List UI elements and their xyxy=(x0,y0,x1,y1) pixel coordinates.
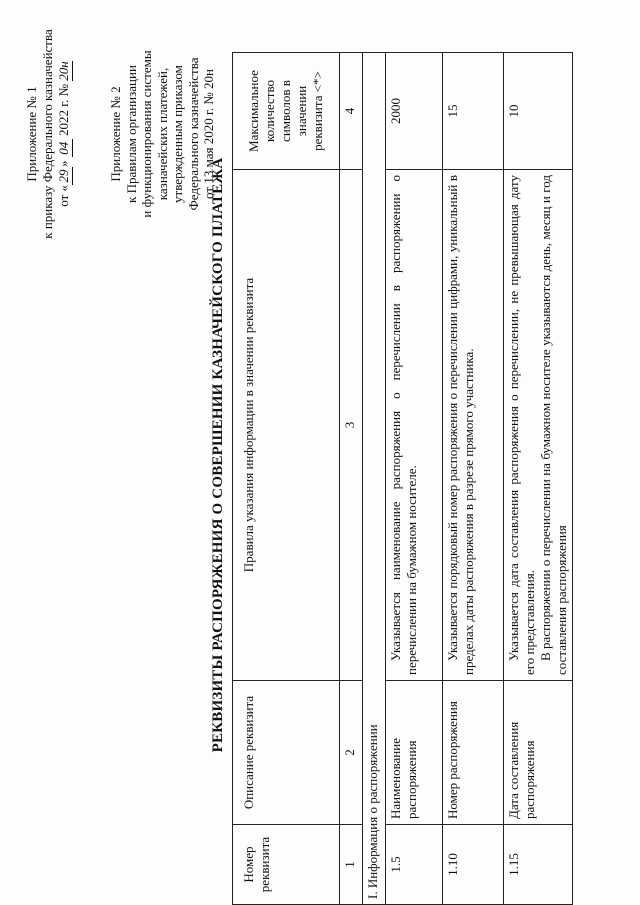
appendix-1-date-line xyxy=(56,4,73,264)
appendix-2-line: Приложение № 2 xyxy=(108,86,123,182)
header-col-max-chars: Максимальное количество символов в значении реквизита <*> xyxy=(233,53,340,170)
appendix-2-line: к Правилам организации xyxy=(123,65,139,203)
date-prefix: от « xyxy=(56,184,71,207)
requisite-rule xyxy=(386,170,443,681)
requisite-number: 1.15 xyxy=(504,825,573,905)
requisite-max-chars: 15 xyxy=(443,53,504,170)
section-heading: I. Информация о распоряжении xyxy=(363,53,386,905)
requisite-description: Дата составления распоряжения xyxy=(504,681,573,825)
column-number-row xyxy=(340,53,363,905)
handwritten-month: 04 xyxy=(56,139,73,157)
table-row xyxy=(443,53,504,905)
rule-paragraph: В распоряжении о перечислении на бумажном носителе указываются день, месяц и год составления распоряжения xyxy=(538,175,569,675)
appendix-2-line: утвержденным приказом xyxy=(170,65,185,203)
date-mid-2: 2022 г. № xyxy=(56,80,71,140)
table-header-row xyxy=(233,53,340,905)
appendix-2-line: и функционирования системы xyxy=(139,50,154,218)
appendix-1-title: Приложение № 1 xyxy=(24,86,39,182)
rule-paragraph: Указывается порядковый номер распоряжения о перечислении цифрами, уникальный в пределах даты распоряжения в разрезе прямого участника. xyxy=(445,175,476,675)
document-title: РЕКВИЗИТЫ РАСПОРЯЖЕНИЯ О СОВЕРШЕНИИ КАЗНАЧЕЙСКОГО ПЛАТЕЖА xyxy=(210,157,226,753)
rule-paragraph: Указывается наименование распоряжения о перечислении в распоряжении о перечислении на бумажном носителе. xyxy=(388,175,419,675)
column-number: 1 xyxy=(340,825,363,905)
handwritten-number: 20н xyxy=(56,61,71,81)
date-mid-1: » xyxy=(56,157,71,167)
header-col-number: Номер реквизита xyxy=(233,825,340,905)
appendix-1-order-ref: к приказу Федерального казначейства xyxy=(40,29,55,239)
requisite-max-chars: 2000 xyxy=(386,53,443,170)
rule-paragraph: Указывается дата составления распоряжения о перечислении, не превышающая дату его представления. xyxy=(506,175,537,675)
column-number: 2 xyxy=(340,681,363,825)
appendix-2-line: от 13 мая 2020 г. № 20н xyxy=(201,69,216,199)
header-col-description: Описание реквизита xyxy=(233,681,340,825)
requisite-description: Номер распоряжения xyxy=(443,681,504,825)
appendix-2-line: Федерального казначейства xyxy=(185,57,201,211)
requisite-description: Наименование распоряжения xyxy=(386,681,443,825)
table-row xyxy=(386,53,443,905)
requisite-rule xyxy=(504,170,573,681)
requisite-rule xyxy=(443,170,504,681)
appendix-2-header xyxy=(108,4,217,264)
requisite-number: 1.10 xyxy=(443,825,504,905)
section-row xyxy=(363,53,386,905)
handwritten-day: 29 xyxy=(56,167,73,185)
requisites-table xyxy=(232,52,573,905)
appendix-1-header xyxy=(24,4,73,264)
table-row xyxy=(504,53,573,905)
column-number: 3 xyxy=(340,170,363,681)
header-col-rules: Правила указания информации в значении реквизита xyxy=(233,170,340,681)
column-number: 4 xyxy=(340,53,363,170)
appendix-2-line: казначейских платежей, xyxy=(154,67,170,201)
requisite-number: 1.5 xyxy=(386,825,443,905)
requisite-max-chars: 10 xyxy=(504,53,573,170)
